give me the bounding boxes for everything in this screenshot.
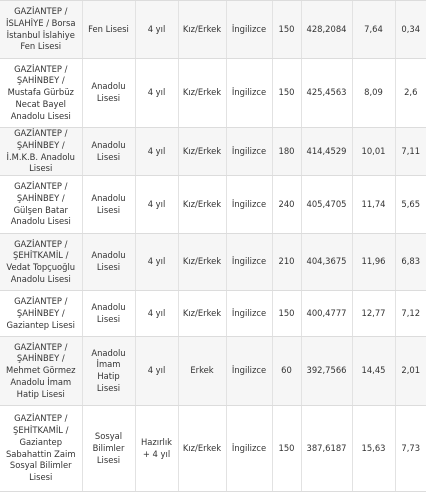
base-score-cell: 414,4529 xyxy=(301,128,352,176)
table-row xyxy=(0,234,426,291)
school-type-cell: Anadolu Lisesi xyxy=(82,234,135,291)
table-row xyxy=(0,128,426,176)
school-type-cell: Anadolu Lisesi xyxy=(82,128,135,176)
table-row xyxy=(0,337,426,406)
language-cell: İngilizce xyxy=(226,234,272,291)
duration-cell: 4 yıl xyxy=(135,59,178,128)
city-percentile-cell: 7,12 xyxy=(395,291,426,337)
city-percentile-cell: 6,83 xyxy=(395,234,426,291)
duration-cell: 4 yıl xyxy=(135,1,178,59)
city-percentile-cell: 7,11 xyxy=(395,128,426,176)
city-percentile-cell: 0,34 xyxy=(395,1,426,59)
language-cell: İngilizce xyxy=(226,128,272,176)
duration-cell: 4 yıl xyxy=(135,291,178,337)
percentile-cell: 11,74 xyxy=(352,176,395,234)
school-name-cell: GAZİANTEP / ŞAHİNBEY / Gülşen Batar Anadolu Lisesi xyxy=(0,176,82,234)
gender-cell: Kız/Erkek xyxy=(178,291,226,337)
quota-cell: 150 xyxy=(272,59,301,128)
quota-cell: 210 xyxy=(272,234,301,291)
school-name-cell: GAZİANTEP / ŞAHİNBEY / Mustafa Gürbüz Necat Bayel Anadolu Lisesi xyxy=(0,59,82,128)
school-name-cell: GAZİANTEP / ŞAHİNBEY / Gaziantep Lisesi xyxy=(0,291,82,337)
percentile-cell: 8,09 xyxy=(352,59,395,128)
city-percentile-cell: 2,6 xyxy=(395,59,426,128)
quota-cell: 150 xyxy=(272,291,301,337)
table-row xyxy=(0,176,426,234)
school-type-cell: Anadolu Lisesi xyxy=(82,59,135,128)
school-name-cell: GAZİANTEP / ŞEHİTKAMİL / Gaziantep Sabahattin Zaim Sosyal Bilimler Lisesi xyxy=(0,406,82,492)
school-type-cell: Fen Lisesi xyxy=(82,1,135,59)
gender-cell: Kız/Erkek xyxy=(178,1,226,59)
percentile-cell: 11,96 xyxy=(352,234,395,291)
table-row xyxy=(0,406,426,492)
quota-cell: 240 xyxy=(272,176,301,234)
base-score-cell: 428,2084 xyxy=(301,1,352,59)
quota-cell: 180 xyxy=(272,128,301,176)
school-type-cell: Anadolu İmam Hatip Lisesi xyxy=(82,337,135,406)
gender-cell: Kız/Erkek xyxy=(178,59,226,128)
school-name-cell: GAZİANTEP / İSLAHİYE / Borsa İstanbul İslahiye Fen Lisesi xyxy=(0,1,82,59)
gender-cell: Erkek xyxy=(178,337,226,406)
percentile-cell: 14,45 xyxy=(352,337,395,406)
language-cell: İngilizce xyxy=(226,337,272,406)
base-score-cell: 392,7566 xyxy=(301,337,352,406)
school-type-cell: Anadolu Lisesi xyxy=(82,291,135,337)
school-name-cell: GAZİANTEP / ŞEHİTKAMİL / Vedat Topçuoğlu Anadolu Lisesi xyxy=(0,234,82,291)
percentile-cell: 7,64 xyxy=(352,1,395,59)
duration-cell: Hazırlık + 4 yıl xyxy=(135,406,178,492)
language-cell: İngilizce xyxy=(226,1,272,59)
duration-cell: 4 yıl xyxy=(135,234,178,291)
quota-cell: 60 xyxy=(272,337,301,406)
quota-cell: 150 xyxy=(272,406,301,492)
language-cell: İngilizce xyxy=(226,291,272,337)
city-percentile-cell: 2,01 xyxy=(395,337,426,406)
base-score-cell: 404,3675 xyxy=(301,234,352,291)
percentile-cell: 10,01 xyxy=(352,128,395,176)
gender-cell: Kız/Erkek xyxy=(178,406,226,492)
school-name-cell: GAZİANTEP / ŞAHİNBEY / İ.M.K.B. Anadolu Lisesi xyxy=(0,128,82,176)
duration-cell: 4 yıl xyxy=(135,128,178,176)
gender-cell: Kız/Erkek xyxy=(178,176,226,234)
table-row xyxy=(0,59,426,128)
language-cell: İngilizce xyxy=(226,406,272,492)
school-name-cell: GAZİANTEP / ŞAHİNBEY / Mehmet Görmez Anadolu İmam Hatip Lisesi xyxy=(0,337,82,406)
gender-cell: Kız/Erkek xyxy=(178,128,226,176)
percentile-cell: 15,63 xyxy=(352,406,395,492)
school-type-cell: Anadolu Lisesi xyxy=(82,176,135,234)
table-row xyxy=(0,291,426,337)
table-row xyxy=(0,1,426,59)
base-score-cell: 387,6187 xyxy=(301,406,352,492)
base-score-cell: 425,4563 xyxy=(301,59,352,128)
language-cell: İngilizce xyxy=(226,59,272,128)
city-percentile-cell: 5,65 xyxy=(395,176,426,234)
gender-cell: Kız/Erkek xyxy=(178,234,226,291)
language-cell: İngilizce xyxy=(226,176,272,234)
duration-cell: 4 yıl xyxy=(135,337,178,406)
base-score-cell: 400,4777 xyxy=(301,291,352,337)
school-type-cell: Sosyal Bilimler Lisesi xyxy=(82,406,135,492)
table-body xyxy=(0,1,426,492)
duration-cell: 4 yıl xyxy=(135,176,178,234)
city-percentile-cell: 7,73 xyxy=(395,406,426,492)
percentile-cell: 12,77 xyxy=(352,291,395,337)
quota-cell: 150 xyxy=(272,1,301,59)
base-score-cell: 405,4705 xyxy=(301,176,352,234)
